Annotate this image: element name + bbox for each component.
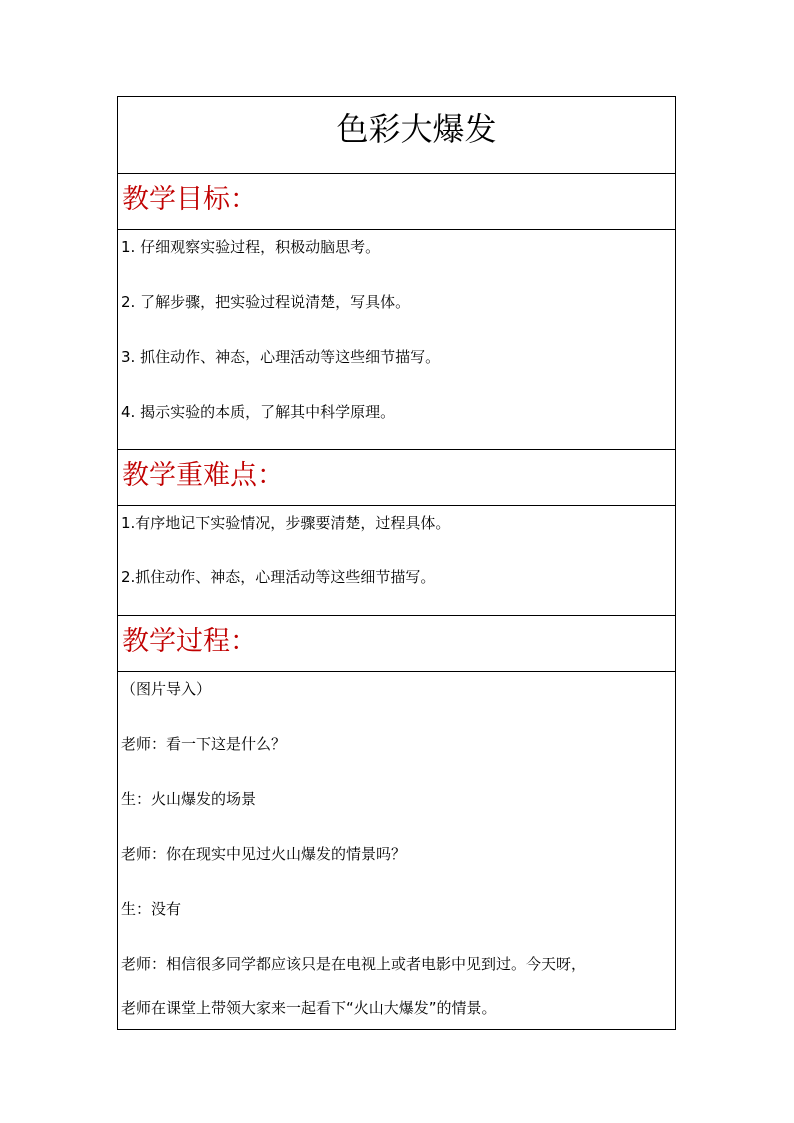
process-heading-row [118, 615, 675, 671]
process-line: 老师：看一下这是什么？ [121, 735, 287, 753]
lesson-plan-table [117, 96, 676, 1030]
process-line: 老师：相信很多同学都应该只是在电视上或者电影中见到过。今天呀， [121, 955, 587, 973]
process-heading: 教学过程： [122, 626, 257, 657]
process-line: 生：火山爆发的场景 [121, 790, 257, 808]
document-title: 色彩大爆发 [336, 110, 497, 148]
difficulty-item: 1.有序地记下实验情况，步骤要清楚，过程具体。 [121, 514, 451, 532]
difficulties-list [118, 505, 675, 615]
process-line: 生：没有 [121, 900, 182, 918]
difficulties-heading-row [118, 449, 675, 505]
goal-item: 4. 揭示实验的本质，了解其中科学原理。 [121, 403, 396, 421]
title-row [118, 97, 675, 173]
difficulty-item: 2.抓住动作、神态，心理活动等这些细节描写。 [121, 568, 436, 586]
process-line: 老师在课堂上带领大家来一起看下“火山大爆发”的情景。 [121, 999, 497, 1017]
goal-item: 1. 仔细观察实验过程，积极动脑思考。 [121, 238, 381, 256]
goals-list [118, 229, 675, 449]
goals-heading: 教学目标： [122, 184, 257, 215]
goals-heading-row [118, 173, 675, 229]
process-line: （图片导入） [121, 680, 212, 698]
difficulties-heading: 教学重难点： [122, 460, 284, 491]
goal-item: 3. 抓住动作、神态，心理活动等这些细节描写。 [121, 348, 441, 366]
process-line: 老师：你在现实中见过火山爆发的情景吗？ [121, 845, 407, 863]
process-content [118, 671, 675, 1029]
goal-item: 2. 了解步骤，把实验过程说清楚，写具体。 [121, 293, 411, 311]
